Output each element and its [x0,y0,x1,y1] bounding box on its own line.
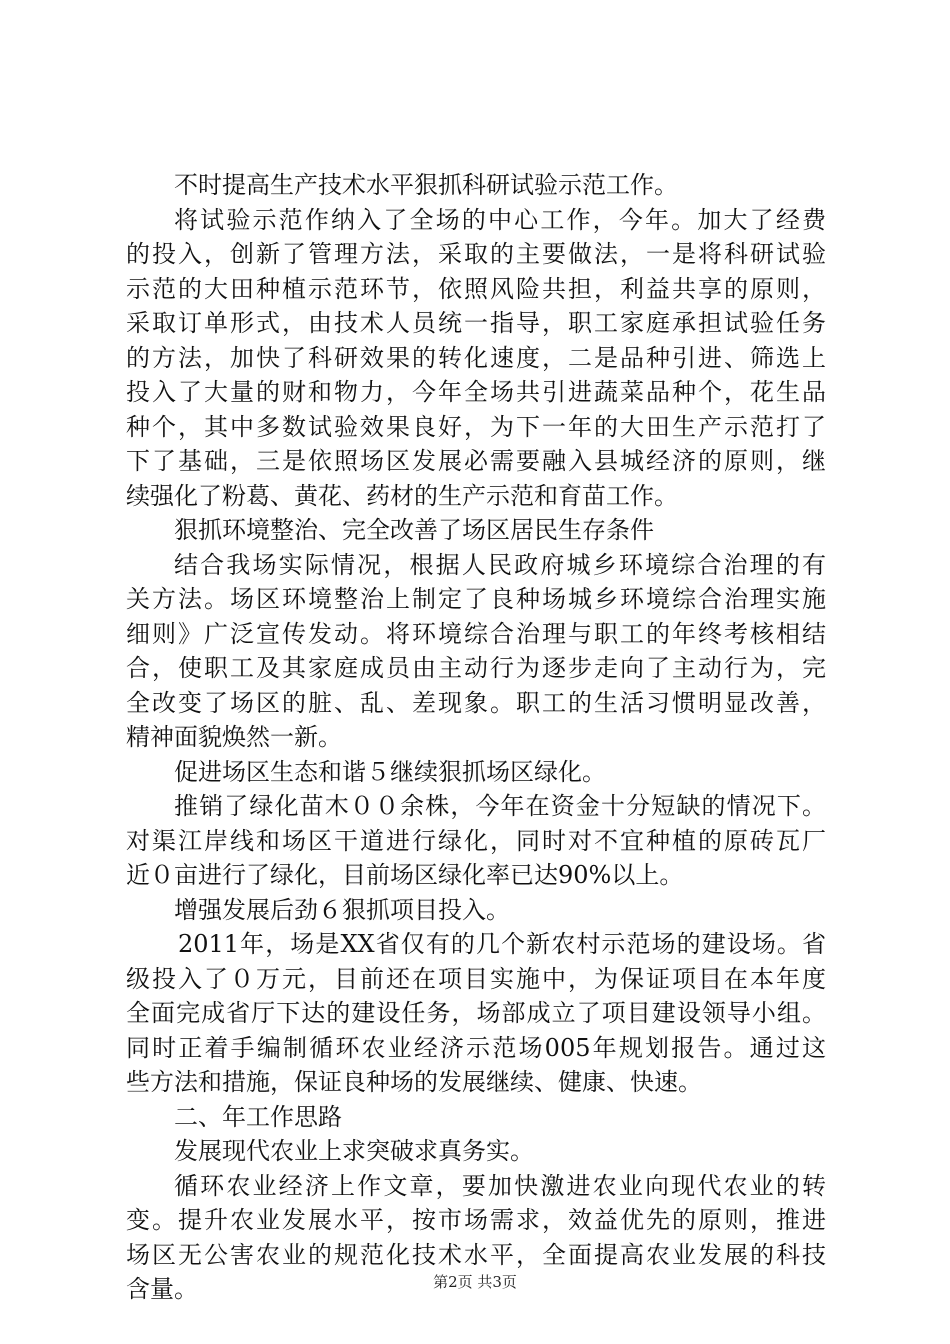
text-line: 将试验示范作纳入了全场的中心工作，今年。加大了经费 [174,205,826,234]
text-line: 结合我场实际情况，根据人民政府城乡环境综合治理的有 [174,550,826,579]
text-line: 2011年，场是XX省仅有的几个新农村示范场的建设场。省 [178,930,826,958]
text-line: 全面完成省厅下达的建设任务，场部成立了项目建设领导小组。 [126,999,826,1027]
text-line: 对渠江岸线和场区干道进行绿化，同时对不宜种植的原砖瓦厂 [126,826,826,855]
text-line: 些方法和措施，保证良种场的发展继续、健康、快速。 [126,1068,702,1096]
text-line: 二、年工作思路 [174,1102,342,1131]
text-line: 发展现代农业上求突破求真务实。 [174,1137,534,1165]
text-line: 同时正着手编制循环农业经济示范场005年规划报告。通过这 [126,1033,826,1062]
text-line: 示范的大田种植示范环节，依照风险共担，利益共享的原则， [126,274,826,303]
text-line: 采取订单形式，由技术人员统一指导，职工家庭承担试验任务 [126,309,826,337]
page-footer: 第2页 共3页 [433,1273,517,1291]
text-line: 促进场区生态和谐５继续狠抓场区绿化。 [174,757,606,786]
text-line: 近０亩进行了绿化，目前场区绿化率已达90%以上。 [126,861,684,889]
text-line: 场区无公害农业的规范化技术水平，全面提高农业发展的科技 [126,1240,826,1269]
text-line: 投入了大量的财和物力，今年全场共引进蔬菜品种个，花生品 [126,378,826,406]
text-line: 细则》广泛宣传发动。将环境综合治理与职工的年终考核相结 [126,619,826,648]
text-line: 不时提高生产技术水平狠抓科研试验示范工作。 [174,171,678,199]
text-line: 的方法，加快了科研效果的转化速度，二是品种引进、筛选上 [126,343,826,372]
text-line: 含量。 [126,1275,198,1303]
text-line: 变。提升农业发展水平，按市场需求，效益优先的原则，推进 [126,1206,826,1234]
text-line: 下了基础，三是依照场区发展必需要融入县城经济的原则，继 [126,447,826,475]
text-line: 精神面貌焕然一新。 [126,723,342,751]
text-line: 续强化了粉葛、黄花、药材的生产示范和育苗工作。 [126,481,678,510]
text-line: 关方法。场区环境整治上制定了良种场城乡环境综合治理实施 [126,585,826,613]
text-line: 全改变了场区的脏、乱、差现象。职工的生活习惯明显改善， [126,688,826,717]
document-body [126,168,826,1307]
text-line: 的投入，创新了管理方法，采取的主要做法，一是将科研试验 [126,240,826,268]
text-line: 推销了绿化苗木００余株，今年在资金十分短缺的情况下。 [174,792,826,820]
text-line: 合，使职工及其家庭成员由主动行为逐步走向了主动行为，完 [126,654,826,682]
text-line: 级投入了０万元，目前还在项目实施中，为保证项目在本年度 [126,964,826,993]
text-line: 循环农业经济上作文章，要加快激进农业向现代农业的转 [174,1171,826,1200]
text-line: 增强发展后劲６狠抓项目投入。 [174,895,510,924]
text-line: 种个，其中多数试验效果良好，为下一年的大田生产示范打了 [126,412,826,441]
text-line: 狠抓环境整治、完全改善了场区居民生存条件 [174,516,654,544]
